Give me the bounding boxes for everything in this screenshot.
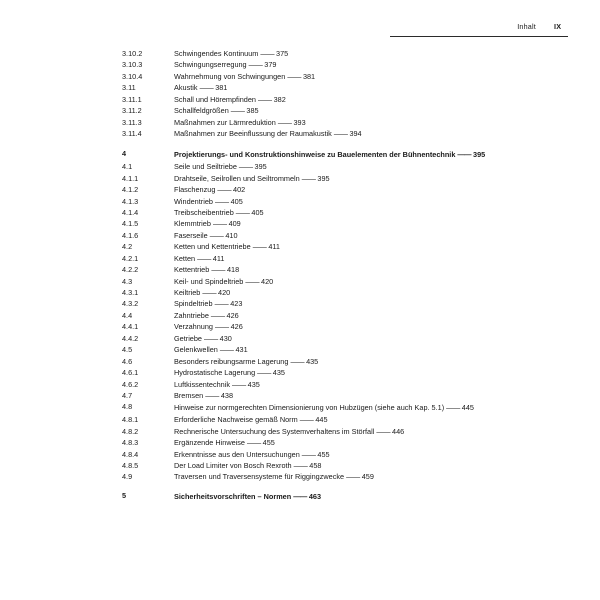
- toc-entry-text: [174, 198, 566, 205]
- toc-entry-text: [174, 50, 566, 57]
- toc-entry-title: Gelenkwellen: [174, 345, 218, 355]
- toc-entry-dash: ——: [219, 345, 234, 355]
- toc-entry-page-number: 395: [317, 173, 330, 183]
- toc-entry-page-number: 435: [247, 379, 260, 389]
- toc-entry-text: [174, 232, 566, 239]
- toc-entry-title: Zahntriebe: [174, 310, 209, 320]
- toc-entry-page: [213, 322, 243, 331]
- toc-entry-dash: ——: [277, 117, 292, 127]
- toc-entry-page-number: 418: [226, 265, 240, 275]
- toc-entry-row[interactable]: [122, 358, 566, 365]
- toc-entry-row[interactable]: [122, 50, 566, 57]
- toc-entry-number: 3.10.2: [122, 49, 143, 58]
- toc-entry-page-number: 423: [230, 299, 243, 309]
- toc-entry-number: 4.4: [122, 310, 133, 320]
- toc-entry-dash: ——: [376, 426, 390, 436]
- toc-entry-page: [202, 334, 232, 343]
- toc-entry-number: 4: [122, 149, 127, 159]
- toc-entry-text: [174, 61, 566, 68]
- toc-entry-text: [174, 175, 566, 182]
- toc-entry-dash: ——: [290, 356, 305, 366]
- toc-entry-title: Schall und Hörempfinden: [174, 94, 256, 104]
- toc-entry-title: Besonders reibungsarme Lagerung: [174, 356, 289, 366]
- toc-entry-number: 3.11.1: [122, 94, 142, 104]
- toc-entry-text: [174, 369, 566, 376]
- toc-entry-row[interactable]: [122, 416, 566, 423]
- toc-entry-page-number: 411: [268, 242, 280, 252]
- toc-entry-number: 4.1.6: [122, 230, 139, 240]
- toc-entry-text: [174, 323, 566, 330]
- toc-entry-title: Schallfeldgrößen: [174, 106, 229, 116]
- toc-entry-title: Erkenntnisse aus den Untersuchungen: [174, 449, 300, 459]
- toc-entry-row[interactable]: [122, 84, 566, 91]
- toc-entry-page-number: 420: [218, 288, 231, 298]
- toc-entry-row[interactable]: [122, 312, 566, 319]
- toc-entry-page: [209, 265, 239, 274]
- toc-entry-page-number: 395: [473, 150, 486, 160]
- toc-entry-row[interactable]: [122, 220, 566, 227]
- toc-entry-text: [174, 473, 566, 480]
- toc-entry-title: Klemmtrieb: [174, 219, 211, 229]
- toc-entry-number: 4.2.1: [122, 253, 139, 263]
- toc-entry-row[interactable]: [122, 473, 566, 480]
- toc-entry-row[interactable]: [122, 73, 566, 80]
- toc-entry-row[interactable]: [122, 61, 566, 68]
- toc-entry-page-number: 445: [315, 415, 328, 425]
- toc-entry-page: [211, 219, 241, 228]
- toc-entry-page: [298, 415, 328, 424]
- toc-entry-number: 4.3.2: [122, 299, 139, 309]
- toc-entry-page-number: 405: [251, 207, 264, 217]
- toc-entry-title: Ketten und Kettentriebe: [174, 242, 251, 252]
- toc-entry-row[interactable]: [122, 439, 566, 446]
- toc-entry-text: [174, 243, 566, 250]
- toc-entry-dash: ——: [301, 173, 316, 183]
- toc-entry-list: [122, 50, 566, 506]
- toc-entry-page: [256, 95, 286, 104]
- toc-entry-page-number: 435: [272, 368, 285, 378]
- toc-entry-number: 4.6.2: [122, 379, 139, 389]
- toc-entry-text: [174, 346, 566, 353]
- toc-entry-row[interactable]: [122, 96, 566, 103]
- toc-entry-number: 4.3: [122, 276, 133, 286]
- toc-entry-number: 4.2: [122, 242, 133, 252]
- toc-entry-title: Luftkissentechnik: [174, 379, 230, 389]
- toc-entry-page-number: 382: [273, 94, 286, 104]
- toc-entry-page-number: 463: [308, 491, 322, 501]
- toc-entry-title: Rechnerische Untersuchung des Systemverhaltens im Störfall: [174, 426, 375, 436]
- toc-entry-page: [251, 242, 280, 251]
- toc-entry-text: [174, 289, 566, 296]
- toc-chapter-row[interactable]: [122, 492, 566, 502]
- toc-entry-page: [292, 461, 322, 470]
- toc-entry-row[interactable]: [122, 300, 566, 307]
- toc-entry-text: [174, 163, 566, 170]
- toc-entry-number: 4.8.2: [122, 426, 139, 436]
- toc-entry-number: 4.8.3: [122, 438, 139, 448]
- toc-entry-dash: ——: [293, 491, 307, 501]
- toc-entry-page-number: 379: [264, 60, 277, 70]
- toc-entry-title: Getriebe: [174, 333, 202, 343]
- toc-entry-title: Schwingendes Kontinuum: [174, 49, 259, 58]
- toc-entry-page-number: 395: [254, 162, 267, 172]
- toc-entry-title: Akustik: [174, 83, 198, 93]
- toc-entry-page: [332, 129, 362, 138]
- toc-entry-dash: ——: [235, 207, 250, 217]
- toc-entry-row[interactable]: [122, 428, 566, 435]
- toc-entry-title: Ketten: [174, 253, 196, 263]
- toc-entry-text: [174, 255, 566, 262]
- toc-entry-row[interactable]: [122, 209, 566, 216]
- toc-entry-row[interactable]: [122, 346, 566, 353]
- toc-entry-page: [444, 403, 474, 412]
- toc-entry-row[interactable]: [122, 198, 566, 205]
- toc-entry-number: 4.4.2: [122, 333, 139, 343]
- toc-entry-number: 4.8: [122, 402, 133, 412]
- toc-entry-page: [237, 162, 267, 171]
- toc-entry-number: 4.1.1: [122, 173, 139, 183]
- toc-entry-dash: ——: [287, 71, 301, 81]
- toc-entry-number: 4.7: [122, 390, 133, 400]
- toc-entry-dash: ——: [252, 242, 267, 252]
- toc-entry-page: [245, 438, 275, 447]
- toc-entry-text: [174, 266, 566, 273]
- toc-entry-number: 4.2.2: [122, 265, 139, 275]
- header-divider: [390, 36, 568, 37]
- toc-entry-title: Projektierungs- und Konstruktionshinweise zu Bauelementen der Bühnentechnik: [174, 150, 456, 160]
- toc-entry-dash: ——: [214, 299, 229, 309]
- toc-entry-page-number: 431: [235, 345, 248, 355]
- toc-entry-text: [174, 416, 566, 423]
- toc-entry-page-number: 426: [230, 322, 243, 332]
- toc-entry-row[interactable]: [122, 266, 566, 273]
- toc-entry-text: [174, 150, 566, 160]
- toc-entry-title: Faserseile: [174, 230, 208, 240]
- toc-entry-text: [174, 96, 566, 103]
- toc-entry-page-number: 426: [226, 310, 239, 320]
- toc-entry-title: Bremsen: [174, 390, 204, 400]
- toc-entry-page-number: 455: [317, 449, 330, 459]
- toc-entry-dash: ——: [209, 230, 224, 240]
- toc-entry-text: [174, 358, 566, 365]
- toc-entry-dash: ——: [333, 129, 348, 139]
- toc-entry-title: Windentrieb: [174, 196, 213, 206]
- toc-entry-text: [174, 462, 566, 469]
- toc-entry-page-number: 402: [233, 185, 246, 195]
- toc-entry-dash: ——: [301, 449, 316, 459]
- toc-entry-number: 4.1: [122, 162, 133, 172]
- toc-entry-page-number: 458: [309, 460, 322, 470]
- toc-entry-page: [200, 288, 230, 297]
- page-header: [0, 22, 568, 31]
- toc-entry-row[interactable]: [122, 323, 566, 330]
- toc-entry-dash: ——: [293, 460, 308, 470]
- toc-entry-number: 4.8.1: [122, 415, 139, 425]
- toc-entry-dash: ——: [204, 333, 218, 343]
- toc-entry-title: Traversen und Traversensysteme für Riggingzwecke: [174, 472, 345, 482]
- toc-entry-text: [174, 439, 566, 446]
- toc-entry-title: Spindeltrieb: [174, 299, 213, 309]
- toc-entry-text: [174, 428, 566, 435]
- toc-entry-page: [209, 311, 239, 320]
- toc-entry-dash: ——: [217, 185, 231, 195]
- toc-entry-title: Maßnahmen zur Beeinflussung der Raumakustik: [174, 129, 332, 139]
- toc-entry-title: Der Load Limiter von Bosch Rexroth: [174, 460, 292, 470]
- toc-entry-dash: ——: [214, 196, 229, 206]
- toc-entry-row[interactable]: [122, 403, 566, 413]
- toc-entry-dash: ——: [212, 219, 227, 229]
- toc-entry-page: [203, 391, 233, 400]
- toc-entry-text: [174, 220, 566, 227]
- toc-entry-row[interactable]: [122, 107, 566, 114]
- toc-entry-page: [455, 150, 485, 159]
- toc-entry-number: 4.1.2: [122, 185, 139, 195]
- toc-entry-row[interactable]: [122, 462, 566, 469]
- toc-entry-page-number: 420: [261, 276, 274, 286]
- toc-entry-number: 4.5: [122, 345, 133, 355]
- toc-entry-dash: ——: [245, 276, 259, 286]
- toc-entry-page-number: 409: [228, 219, 241, 229]
- toc-entry-page: [291, 492, 321, 501]
- toc-entry-row[interactable]: [122, 175, 566, 182]
- toc-entry-page-number: 381: [215, 83, 228, 93]
- toc-entry-number: 4.6.1: [122, 368, 139, 378]
- toc-entry-dash: ——: [197, 253, 211, 263]
- toc-entry-title: Ergänzende Hinweise: [174, 438, 245, 448]
- toc-entry-number: 4.8.5: [122, 460, 139, 470]
- toc-entry-dash: ——: [230, 106, 245, 116]
- toc-entry-page: [247, 60, 277, 69]
- toc-entry-title: Hydrostatische Lagerung: [174, 368, 256, 378]
- toc-entry-text: [174, 335, 566, 342]
- toc-entry-number: 3.11.2: [122, 106, 142, 116]
- toc-entry-page-number: 446: [392, 426, 405, 436]
- toc-entry-number: 4.1.3: [122, 196, 139, 206]
- toc-entry-row[interactable]: [122, 369, 566, 376]
- toc-chapter-row[interactable]: [122, 150, 566, 160]
- toc-entry-page: [215, 185, 245, 194]
- toc-entry-page: [208, 231, 238, 240]
- toc-entry-page-number: 435: [306, 356, 319, 366]
- toc-entry-page: [243, 277, 273, 286]
- toc-entry-text: [174, 300, 566, 307]
- toc-entry-number: 4.6: [122, 356, 133, 366]
- toc-entry-title: Verzahnung: [174, 322, 213, 332]
- toc-entry-text: [174, 107, 566, 114]
- toc-entry-number: 3.11: [122, 83, 136, 93]
- toc-entry-title: Erforderliche Nachweise gemäß Norm: [174, 415, 298, 425]
- toc-entry-number: 3.11.3: [122, 117, 142, 127]
- toc-entry-dash: ——: [211, 265, 225, 275]
- toc-entry-title: Maßnahmen zur Lärmreduktion: [174, 117, 276, 127]
- toc-entry-row[interactable]: [122, 335, 566, 342]
- toc-entry-page: [258, 49, 288, 58]
- toc-entry-text: [174, 451, 566, 458]
- toc-entry-title: Wahrnehmung von Schwingungen: [174, 71, 286, 81]
- toc-entry-dash: ——: [210, 310, 225, 320]
- toc-entry-number: 4.9: [122, 472, 133, 482]
- toc-entry-title: Drahtseile, Seilrollen und Seiltrommeln: [174, 173, 300, 183]
- toc-entry-page-number: 410: [225, 230, 238, 240]
- toc-entry-row[interactable]: [122, 232, 566, 239]
- header-label: Inhalt: [517, 22, 536, 31]
- toc-entry-number: 3.10.4: [122, 71, 143, 81]
- toc-entry-text: [174, 119, 566, 126]
- toc-entry-row[interactable]: [122, 278, 566, 285]
- header-page-number: IX: [554, 22, 562, 31]
- toc-entry-page-number: 445: [461, 403, 474, 413]
- toc-entry-page-number: 381: [302, 71, 316, 81]
- toc-entry-number: 4.4.1: [122, 322, 139, 332]
- toc-entry-page: [234, 208, 264, 217]
- toc-entry-page-number: 405: [230, 196, 243, 206]
- toc-entry-dash: ——: [257, 368, 271, 378]
- toc-entry-page-number: 411: [212, 253, 225, 263]
- toc-entry-number: 4.1.5: [122, 219, 139, 229]
- toc-entry-page: [344, 472, 374, 481]
- toc-entry-row[interactable]: [122, 451, 566, 458]
- toc-entry-dash: ——: [260, 49, 274, 58]
- toc-entry-page-number: 385: [246, 106, 259, 116]
- toc-entry-dash: ——: [257, 94, 272, 104]
- toc-entry-page: [374, 427, 404, 436]
- toc-entry-row[interactable]: [122, 255, 566, 262]
- toc-entry-dash: ——: [214, 322, 229, 332]
- toc-entry-number: 4.3.1: [122, 288, 139, 298]
- toc-entry-text: [174, 312, 566, 319]
- toc-entry-title: Treibscheibentrieb: [174, 207, 234, 217]
- toc-entry-page: [288, 357, 318, 366]
- toc-entry-text: [174, 73, 566, 80]
- toc-entry-dash: ——: [205, 390, 219, 400]
- toc-entry-text: [174, 130, 566, 137]
- toc-entry-row[interactable]: [122, 119, 566, 126]
- toc-entry-title: Sicherheitsvorschriften – Normen: [174, 491, 292, 501]
- toc-entry-title: Kettentrieb: [174, 265, 210, 275]
- toc-entry-page: [300, 450, 330, 459]
- toc-entry-row[interactable]: [122, 186, 566, 193]
- toc-entry-number: 4.8.4: [122, 449, 139, 459]
- toc-entry-text: [174, 278, 566, 285]
- toc-entry-row[interactable]: [122, 163, 566, 170]
- toc-entry-page: [300, 174, 330, 183]
- toc-entry-title: Flaschenzug: [174, 185, 216, 195]
- toc-entry-page: [276, 118, 306, 127]
- toc-entry-page: [255, 368, 285, 377]
- toc-entry-dash: ——: [346, 472, 360, 482]
- toc-entry-page-number: 459: [361, 472, 374, 482]
- toc-entry-text: [174, 403, 566, 413]
- toc-entry-title: Hinweise zur normgerechten Dimensionierung von Hubzügen (siehe auch Kap. 5.1): [174, 403, 445, 413]
- toc-entry-text: [174, 209, 566, 216]
- toc-entry-text: [174, 492, 566, 502]
- toc-entry-text: [174, 84, 566, 91]
- toc-entry-row[interactable]: [122, 289, 566, 296]
- toc-entry-dash: ——: [248, 60, 263, 70]
- toc-entry-page: [218, 345, 248, 354]
- toc-entry-row[interactable]: [122, 392, 566, 399]
- toc-entry-dash: ——: [199, 83, 214, 93]
- toc-entry-dash: ——: [238, 162, 253, 172]
- toc-entry-dash: ——: [457, 150, 472, 160]
- toc-entry-dash: ——: [247, 438, 261, 448]
- toc-entry-page-number: 430: [219, 333, 232, 343]
- toc-entry-page: [195, 254, 224, 263]
- toc-entry-page: [230, 380, 260, 389]
- toc-entry-dash: ——: [446, 403, 460, 413]
- toc-entry-number: 5: [122, 490, 127, 500]
- toc-entry-title: Keiltrieb: [174, 288, 201, 298]
- toc-entry-page: [198, 83, 228, 92]
- toc-entry-number: 3.10.3: [122, 60, 143, 70]
- toc-entry-title: Keil- und Spindeltrieb: [174, 276, 244, 286]
- toc-entry-page-number: 393: [293, 117, 306, 127]
- toc-entry-text: [174, 381, 566, 388]
- toc-entry-dash: ——: [202, 288, 216, 298]
- toc-entry-page: [213, 299, 243, 308]
- toc-entry-row[interactable]: [122, 381, 566, 388]
- toc-entry-page: [229, 106, 259, 115]
- toc-entry-number: 3.11.4: [122, 129, 142, 139]
- toc-entry-dash: ——: [299, 415, 314, 425]
- toc-entry-dash: ——: [232, 379, 246, 389]
- toc-entry-number: 4.1.4: [122, 207, 139, 217]
- toc-entry-text: [174, 392, 566, 399]
- toc-entry-page-number: 455: [262, 438, 275, 448]
- toc-entry-page-number: 438: [220, 390, 234, 400]
- toc-entry-page-number: 375: [276, 49, 289, 58]
- toc-entry-page: [285, 72, 315, 81]
- toc-entry-row[interactable]: [122, 243, 566, 250]
- toc-entry-page: [213, 197, 243, 206]
- toc-entry-text: [174, 186, 566, 193]
- toc-entry-title: Schwingungserregung: [174, 60, 247, 70]
- toc-entry-page-number: 394: [349, 129, 362, 139]
- toc-entry-title: Seile und Seiltriebe: [174, 162, 237, 172]
- toc-entry-row[interactable]: [122, 130, 566, 137]
